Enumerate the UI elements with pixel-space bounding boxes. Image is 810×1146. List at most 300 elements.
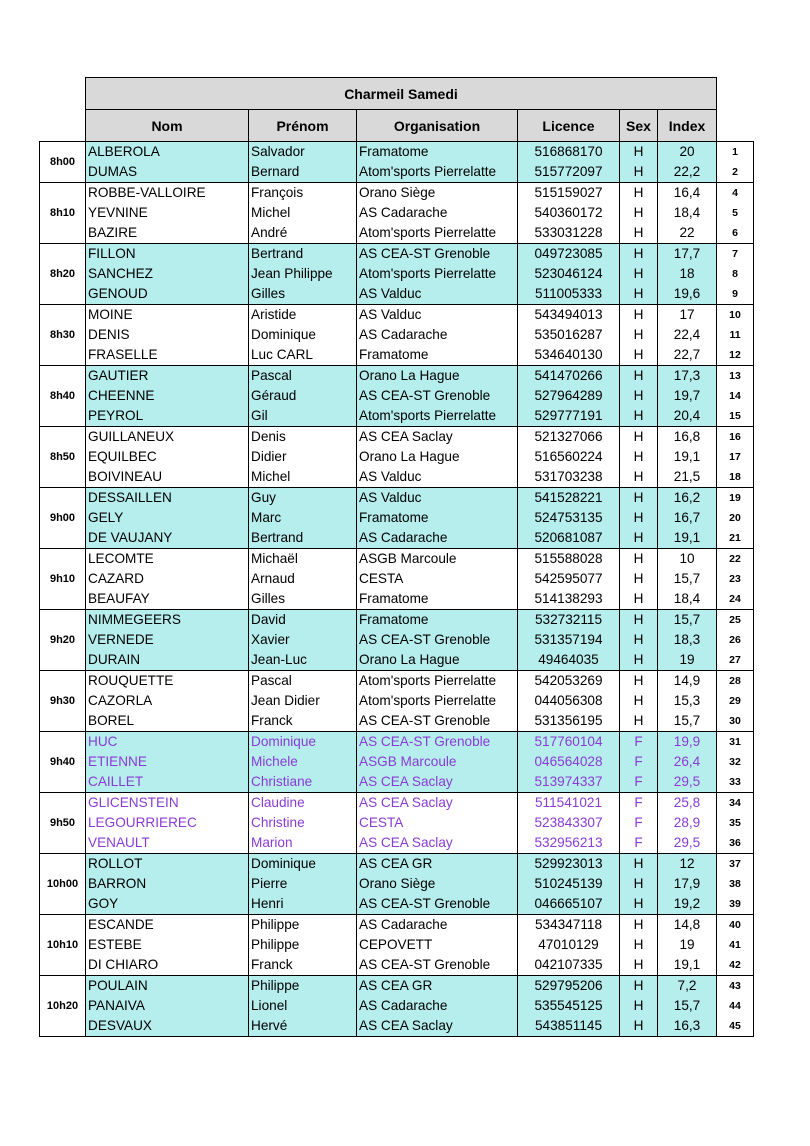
player-organisation: AS CEA Saclay (357, 793, 518, 814)
player-organisation: Orano La Hague (357, 650, 518, 671)
player-licence: 531703238 (518, 467, 620, 488)
player-prenom: Denis (249, 427, 357, 448)
player-nom: VENAULT (86, 833, 249, 854)
player-nom: CAILLET (86, 772, 249, 793)
header-licence: Licence (518, 110, 620, 142)
player-prenom: Xavier (249, 630, 357, 650)
player-number: 15 (717, 406, 754, 427)
player-prenom: Claudine (249, 793, 357, 814)
tee-time: 9h40 (40, 732, 86, 793)
player-index: 18 (658, 264, 717, 284)
player-number: 38 (717, 874, 754, 894)
player-index: 19,6 (658, 284, 717, 305)
player-number: 12 (717, 345, 754, 366)
player-organisation: Atom'sports Pierrelatte (357, 223, 518, 244)
player-index: 15,3 (658, 691, 717, 711)
player-sex: H (620, 386, 658, 406)
player-organisation: AS Cadarache (357, 996, 518, 1016)
player-sex: H (620, 996, 658, 1016)
player-index: 17,7 (658, 244, 717, 265)
player-licence: 529777191 (518, 406, 620, 427)
player-licence: 516868170 (518, 142, 620, 163)
player-licence: 540360172 (518, 203, 620, 223)
player-licence: 044056308 (518, 691, 620, 711)
player-sex: H (620, 447, 658, 467)
table-row (40, 162, 754, 183)
player-prenom: Michaël (249, 549, 357, 570)
player-organisation: CESTA (357, 813, 518, 833)
player-nom: BOREL (86, 711, 249, 732)
player-sex: H (620, 650, 658, 671)
player-nom: FILLON (86, 244, 249, 265)
table-row (40, 406, 754, 427)
table-row (40, 955, 754, 976)
header-organisation: Organisation (357, 110, 518, 142)
player-index: 29,5 (658, 772, 717, 793)
player-index: 29,5 (658, 833, 717, 854)
header-index: Index (658, 110, 717, 142)
tee-time: 8h20 (40, 244, 86, 305)
player-nom: DESSAILLEN (86, 488, 249, 509)
player-licence: 531356195 (518, 711, 620, 732)
player-licence: 533031228 (518, 223, 620, 244)
player-number: 25 (717, 610, 754, 631)
player-prenom: Dominique (249, 854, 357, 875)
player-index: 17,9 (658, 874, 717, 894)
table-row (40, 996, 754, 1016)
player-prenom: Pierre (249, 874, 357, 894)
tee-time: 9h00 (40, 488, 86, 549)
player-nom: GENOUD (86, 284, 249, 305)
table-row (40, 223, 754, 244)
table-row (40, 427, 754, 448)
player-number: 42 (717, 955, 754, 976)
player-organisation: Atom'sports Pierrelatte (357, 162, 518, 183)
player-prenom: Michel (249, 467, 357, 488)
player-number: 10 (717, 305, 754, 326)
player-nom: DESVAUX (86, 1016, 249, 1037)
player-sex: H (620, 223, 658, 244)
player-index: 15,7 (658, 569, 717, 589)
player-nom: ESCANDE (86, 915, 249, 936)
player-nom: POULAIN (86, 976, 249, 997)
player-organisation: AS CEA-ST Grenoble (357, 955, 518, 976)
player-sex: H (620, 569, 658, 589)
player-prenom: Didier (249, 447, 357, 467)
player-sex: F (620, 732, 658, 753)
table-row (40, 630, 754, 650)
player-sex: H (620, 915, 658, 936)
player-sex: H (620, 589, 658, 610)
player-licence: 531357194 (518, 630, 620, 650)
player-number: 39 (717, 894, 754, 915)
player-prenom: Dominique (249, 325, 357, 345)
player-number: 34 (717, 793, 754, 814)
player-prenom: Bertrand (249, 528, 357, 549)
player-number: 23 (717, 569, 754, 589)
player-organisation: AS CEA Saclay (357, 1016, 518, 1037)
table-row (40, 833, 754, 854)
player-number: 26 (717, 630, 754, 650)
player-prenom: Pascal (249, 671, 357, 692)
player-prenom: Aristide (249, 305, 357, 326)
player-sex: H (620, 671, 658, 692)
player-nom: BAZIRE (86, 223, 249, 244)
player-sex: H (620, 162, 658, 183)
player-number: 27 (717, 650, 754, 671)
player-index: 18,4 (658, 203, 717, 223)
table-row (40, 142, 754, 163)
player-index: 19 (658, 650, 717, 671)
player-prenom: Michel (249, 203, 357, 223)
player-index: 7,2 (658, 976, 717, 997)
player-nom: LEGOURRIEREC (86, 813, 249, 833)
player-index: 14,8 (658, 915, 717, 936)
player-index: 19,1 (658, 528, 717, 549)
tee-time: 8h30 (40, 305, 86, 366)
player-number: 24 (717, 589, 754, 610)
player-index: 22,7 (658, 345, 717, 366)
table-row (40, 671, 754, 692)
player-index: 15,7 (658, 711, 717, 732)
table-row (40, 915, 754, 936)
player-number: 29 (717, 691, 754, 711)
player-sex: H (620, 854, 658, 875)
player-sex: H (620, 406, 658, 427)
player-nom: BOIVINEAU (86, 467, 249, 488)
player-sex: H (620, 427, 658, 448)
player-nom: CHEENNE (86, 386, 249, 406)
table-row (40, 264, 754, 284)
table-row (40, 528, 754, 549)
player-prenom: Gilles (249, 284, 357, 305)
player-licence: 042107335 (518, 955, 620, 976)
player-index: 28,9 (658, 813, 717, 833)
player-nom: ALBEROLA (86, 142, 249, 163)
player-sex: H (620, 142, 658, 163)
player-sex: H (620, 345, 658, 366)
player-prenom: Arnaud (249, 569, 357, 589)
player-number: 40 (717, 915, 754, 936)
player-nom: DURAIN (86, 650, 249, 671)
table-row (40, 447, 754, 467)
player-organisation: AS Cadarache (357, 528, 518, 549)
tee-time: 8h40 (40, 366, 86, 427)
player-sex: H (620, 691, 658, 711)
table-row (40, 813, 754, 833)
player-organisation: AS CEA-ST Grenoble (357, 894, 518, 915)
player-organisation: Framatome (357, 508, 518, 528)
player-licence: 534640130 (518, 345, 620, 366)
player-prenom: François (249, 183, 357, 204)
player-organisation: AS CEA-ST Grenoble (357, 630, 518, 650)
player-organisation: AS Valduc (357, 284, 518, 305)
tee-time: 10h00 (40, 854, 86, 915)
player-organisation: Framatome (357, 610, 518, 631)
player-prenom: Salvador (249, 142, 357, 163)
player-sex: H (620, 284, 658, 305)
player-number: 13 (717, 366, 754, 387)
tee-time: 10h20 (40, 976, 86, 1037)
player-organisation: Atom'sports Pierrelatte (357, 406, 518, 427)
tee-time: 8h10 (40, 183, 86, 244)
player-number: 44 (717, 996, 754, 1016)
player-number: 9 (717, 284, 754, 305)
player-nom: BARRON (86, 874, 249, 894)
player-index: 16,2 (658, 488, 717, 509)
player-organisation: CEPOVETT (357, 935, 518, 955)
player-number: 22 (717, 549, 754, 570)
player-prenom: Géraud (249, 386, 357, 406)
player-sex: H (620, 630, 658, 650)
player-prenom: Philippe (249, 935, 357, 955)
tee-time: 9h10 (40, 549, 86, 610)
player-sex: H (620, 325, 658, 345)
player-licence: 514138293 (518, 589, 620, 610)
player-index: 19,7 (658, 386, 717, 406)
player-prenom: David (249, 610, 357, 631)
player-organisation: AS CEA Saclay (357, 772, 518, 793)
table-row (40, 467, 754, 488)
player-number: 1 (717, 142, 754, 163)
player-licence: 49464035 (518, 650, 620, 671)
player-organisation: AS CEA Saclay (357, 427, 518, 448)
player-nom: ETIENNE (86, 752, 249, 772)
start-list-sheet (39, 77, 754, 1037)
player-index: 15,7 (658, 610, 717, 631)
player-number: 4 (717, 183, 754, 204)
player-licence: 510245139 (518, 874, 620, 894)
table-row (40, 711, 754, 732)
player-number: 33 (717, 772, 754, 793)
player-organisation: AS CEA Saclay (357, 833, 518, 854)
player-sex: H (620, 894, 658, 915)
header-spacer-right (717, 110, 754, 142)
tee-time: 9h50 (40, 793, 86, 854)
player-nom: CAZARD (86, 569, 249, 589)
player-prenom: Christine (249, 813, 357, 833)
title-spacer-right (717, 78, 754, 110)
player-prenom: Bertrand (249, 244, 357, 265)
player-number: 14 (717, 386, 754, 406)
player-licence: 542053269 (518, 671, 620, 692)
player-index: 19,2 (658, 894, 717, 915)
player-licence: 534347118 (518, 915, 620, 936)
player-number: 17 (717, 447, 754, 467)
player-nom: DUMAS (86, 162, 249, 183)
table-row (40, 325, 754, 345)
player-licence: 529795206 (518, 976, 620, 997)
player-number: 19 (717, 488, 754, 509)
player-number: 16 (717, 427, 754, 448)
player-index: 18,3 (658, 630, 717, 650)
table-row (40, 488, 754, 509)
player-organisation: AS Cadarache (357, 915, 518, 936)
player-licence: 532732115 (518, 610, 620, 631)
player-prenom: Philippe (249, 976, 357, 997)
player-index: 22 (658, 223, 717, 244)
player-organisation: Atom'sports Pierrelatte (357, 691, 518, 711)
player-organisation: AS Valduc (357, 305, 518, 326)
player-number: 31 (717, 732, 754, 753)
player-sex: H (620, 264, 658, 284)
player-sex: H (620, 549, 658, 570)
player-index: 19,1 (658, 955, 717, 976)
player-nom: MOINE (86, 305, 249, 326)
player-index: 15,7 (658, 996, 717, 1016)
player-organisation: Orano La Hague (357, 447, 518, 467)
player-sex: F (620, 752, 658, 772)
player-index: 16,7 (658, 508, 717, 528)
player-nom: LECOMTE (86, 549, 249, 570)
player-sex: H (620, 528, 658, 549)
player-prenom: Gilles (249, 589, 357, 610)
player-licence: 529923013 (518, 854, 620, 875)
player-sex: F (620, 813, 658, 833)
start-list-body (40, 142, 754, 1037)
player-number: 36 (717, 833, 754, 854)
player-index: 18,4 (658, 589, 717, 610)
player-prenom: Philippe (249, 915, 357, 936)
player-nom: ROLLOT (86, 854, 249, 875)
player-number: 28 (717, 671, 754, 692)
player-prenom: Jean Didier (249, 691, 357, 711)
player-index: 16,4 (658, 183, 717, 204)
player-number: 41 (717, 935, 754, 955)
table-row (40, 203, 754, 223)
player-organisation: AS Cadarache (357, 325, 518, 345)
player-sex: H (620, 711, 658, 732)
player-licence: 524753135 (518, 508, 620, 528)
player-licence: 543494013 (518, 305, 620, 326)
player-nom: GOY (86, 894, 249, 915)
player-index: 19 (658, 935, 717, 955)
player-number: 5 (717, 203, 754, 223)
table-row (40, 183, 754, 204)
table-row (40, 305, 754, 326)
player-nom: ROUQUETTE (86, 671, 249, 692)
player-number: 20 (717, 508, 754, 528)
player-nom: GAUTIER (86, 366, 249, 387)
player-licence: 523843307 (518, 813, 620, 833)
player-nom: HUC (86, 732, 249, 753)
player-prenom: Franck (249, 955, 357, 976)
table-row (40, 284, 754, 305)
player-sex: H (620, 1016, 658, 1037)
player-number: 32 (717, 752, 754, 772)
title-spacer (40, 78, 86, 110)
header-spacer (40, 110, 86, 142)
player-nom: VERNEDE (86, 630, 249, 650)
player-index: 14,9 (658, 671, 717, 692)
table-row (40, 386, 754, 406)
player-index: 22,4 (658, 325, 717, 345)
table-row (40, 1016, 754, 1037)
player-prenom: Dominique (249, 732, 357, 753)
player-index: 17,3 (658, 366, 717, 387)
player-nom: ROBBE-VALLOIRE (86, 183, 249, 204)
tee-time: 8h50 (40, 427, 86, 488)
player-number: 18 (717, 467, 754, 488)
player-prenom: Jean Philippe (249, 264, 357, 284)
player-organisation: Orano Siège (357, 183, 518, 204)
player-nom: GUILLANEUX (86, 427, 249, 448)
player-licence: 513974337 (518, 772, 620, 793)
player-organisation: CESTA (357, 569, 518, 589)
player-organisation: Framatome (357, 142, 518, 163)
player-prenom: Marion (249, 833, 357, 854)
table-row (40, 772, 754, 793)
player-index: 19,9 (658, 732, 717, 753)
player-nom: EQUILBEC (86, 447, 249, 467)
player-organisation: Orano La Hague (357, 366, 518, 387)
player-index: 10 (658, 549, 717, 570)
header-sex: Sex (620, 110, 658, 142)
player-nom: ESTEBE (86, 935, 249, 955)
player-nom: SANCHEZ (86, 264, 249, 284)
player-licence: 47010129 (518, 935, 620, 955)
player-licence: 046564028 (518, 752, 620, 772)
player-organisation: Framatome (357, 589, 518, 610)
page-title: Charmeil Samedi (86, 78, 717, 110)
player-licence: 049723085 (518, 244, 620, 265)
table-row (40, 874, 754, 894)
start-list-table (39, 77, 754, 1037)
header-nom: Nom (86, 110, 249, 142)
tee-time: 9h20 (40, 610, 86, 671)
player-nom: DE VAUJANY (86, 528, 249, 549)
player-sex: F (620, 833, 658, 854)
player-organisation: AS Valduc (357, 488, 518, 509)
player-prenom: Henri (249, 894, 357, 915)
player-licence: 542595077 (518, 569, 620, 589)
player-licence: 541470266 (518, 366, 620, 387)
player-nom: CAZORLA (86, 691, 249, 711)
player-prenom: Marc (249, 508, 357, 528)
player-nom: GLICENSTEIN (86, 793, 249, 814)
player-sex: H (620, 874, 658, 894)
player-organisation: AS CEA-ST Grenoble (357, 732, 518, 753)
player-licence: 532956213 (518, 833, 620, 854)
table-row (40, 610, 754, 631)
player-number: 43 (717, 976, 754, 997)
table-row (40, 366, 754, 387)
player-index: 22,2 (658, 162, 717, 183)
player-organisation: Framatome (357, 345, 518, 366)
player-nom: GELY (86, 508, 249, 528)
table-row (40, 976, 754, 997)
player-prenom: Luc CARL (249, 345, 357, 366)
player-prenom: Lionel (249, 996, 357, 1016)
player-sex: H (620, 488, 658, 509)
player-index: 17 (658, 305, 717, 326)
player-sex: H (620, 955, 658, 976)
player-sex: H (620, 976, 658, 997)
player-number: 30 (717, 711, 754, 732)
player-licence: 521327066 (518, 427, 620, 448)
player-prenom: André (249, 223, 357, 244)
player-number: 45 (717, 1016, 754, 1037)
player-number: 6 (717, 223, 754, 244)
player-number: 11 (717, 325, 754, 345)
player-organisation: ASGB Marcoule (357, 549, 518, 570)
table-row (40, 894, 754, 915)
table-row (40, 935, 754, 955)
player-licence: 516560224 (518, 447, 620, 467)
table-row (40, 650, 754, 671)
player-prenom: Franck (249, 711, 357, 732)
table-row (40, 244, 754, 265)
